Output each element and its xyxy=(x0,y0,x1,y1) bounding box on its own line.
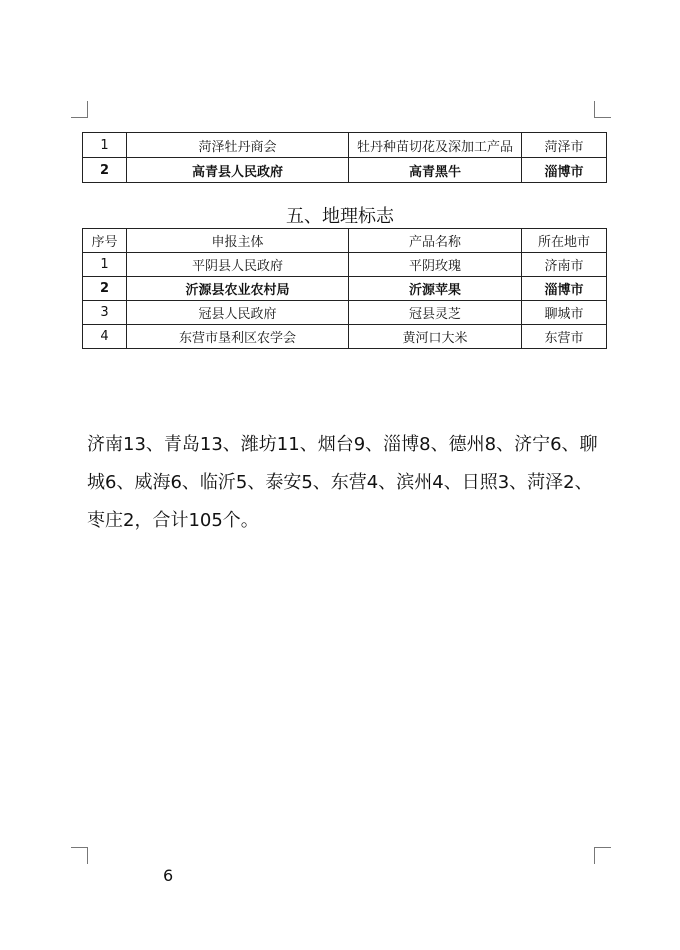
cell-applicant: 沂源县农业农村局 xyxy=(127,277,349,301)
cell-no: 4 xyxy=(83,325,127,349)
cell-product: 黄河口大米 xyxy=(349,325,522,349)
cell-city: 济南市 xyxy=(522,253,607,277)
page-number: 6 xyxy=(163,866,174,885)
cell-no: 3 xyxy=(83,301,127,325)
cell-applicant: 高青县人民政府 xyxy=(127,158,349,183)
cell-product: 沂源苹果 xyxy=(349,277,522,301)
crop-mark-top-left xyxy=(71,101,88,118)
section-title: 五、地理标志 xyxy=(286,206,394,227)
header-city: 所在地市 xyxy=(522,229,607,253)
cell-product: 平阴玫瑰 xyxy=(349,253,522,277)
table-row xyxy=(83,158,607,183)
header-no: 序号 xyxy=(83,229,127,253)
crop-mark-bottom-right xyxy=(594,847,611,864)
header-product: 产品名称 xyxy=(349,229,522,253)
header-applicant: 申报主体 xyxy=(127,229,349,253)
cell-city: 淄博市 xyxy=(522,277,607,301)
cell-city: 聊城市 xyxy=(522,301,607,325)
cell-no: 2 xyxy=(83,158,127,183)
cell-applicant: 菏泽牡丹商会 xyxy=(127,133,349,158)
cell-product: 冠县灵芝 xyxy=(349,301,522,325)
summary-paragraph: 济南13、青岛13、潍坊11、烟台9、淄博8、德州8、济宁6、聊城6、威海6、临沂5、泰安5、东营4、滨州4、日照3、菏泽2、枣庄2，合计105个。 xyxy=(87,434,598,531)
table-row xyxy=(83,253,607,277)
cell-city: 东营市 xyxy=(522,325,607,349)
crop-mark-top-right xyxy=(594,101,611,118)
cell-product: 高青黑牛 xyxy=(349,158,522,183)
cell-city: 淄博市 xyxy=(522,158,607,183)
cell-no: 2 xyxy=(83,277,127,301)
geo-indication-table xyxy=(82,228,607,349)
cell-applicant: 东营市垦利区农学会 xyxy=(127,325,349,349)
cell-no: 1 xyxy=(83,253,127,277)
cell-product: 牡丹种苗切花及深加工产品 xyxy=(349,133,522,158)
cell-city: 菏泽市 xyxy=(522,133,607,158)
table-header-row xyxy=(83,229,607,253)
table-continued xyxy=(82,132,607,183)
table-row xyxy=(83,133,607,158)
table-row xyxy=(83,301,607,325)
crop-mark-bottom-left xyxy=(71,847,88,864)
cell-applicant: 平阴县人民政府 xyxy=(127,253,349,277)
cell-no: 1 xyxy=(83,133,127,158)
cell-applicant: 冠县人民政府 xyxy=(127,301,349,325)
table-row xyxy=(83,325,607,349)
table-row xyxy=(83,277,607,301)
